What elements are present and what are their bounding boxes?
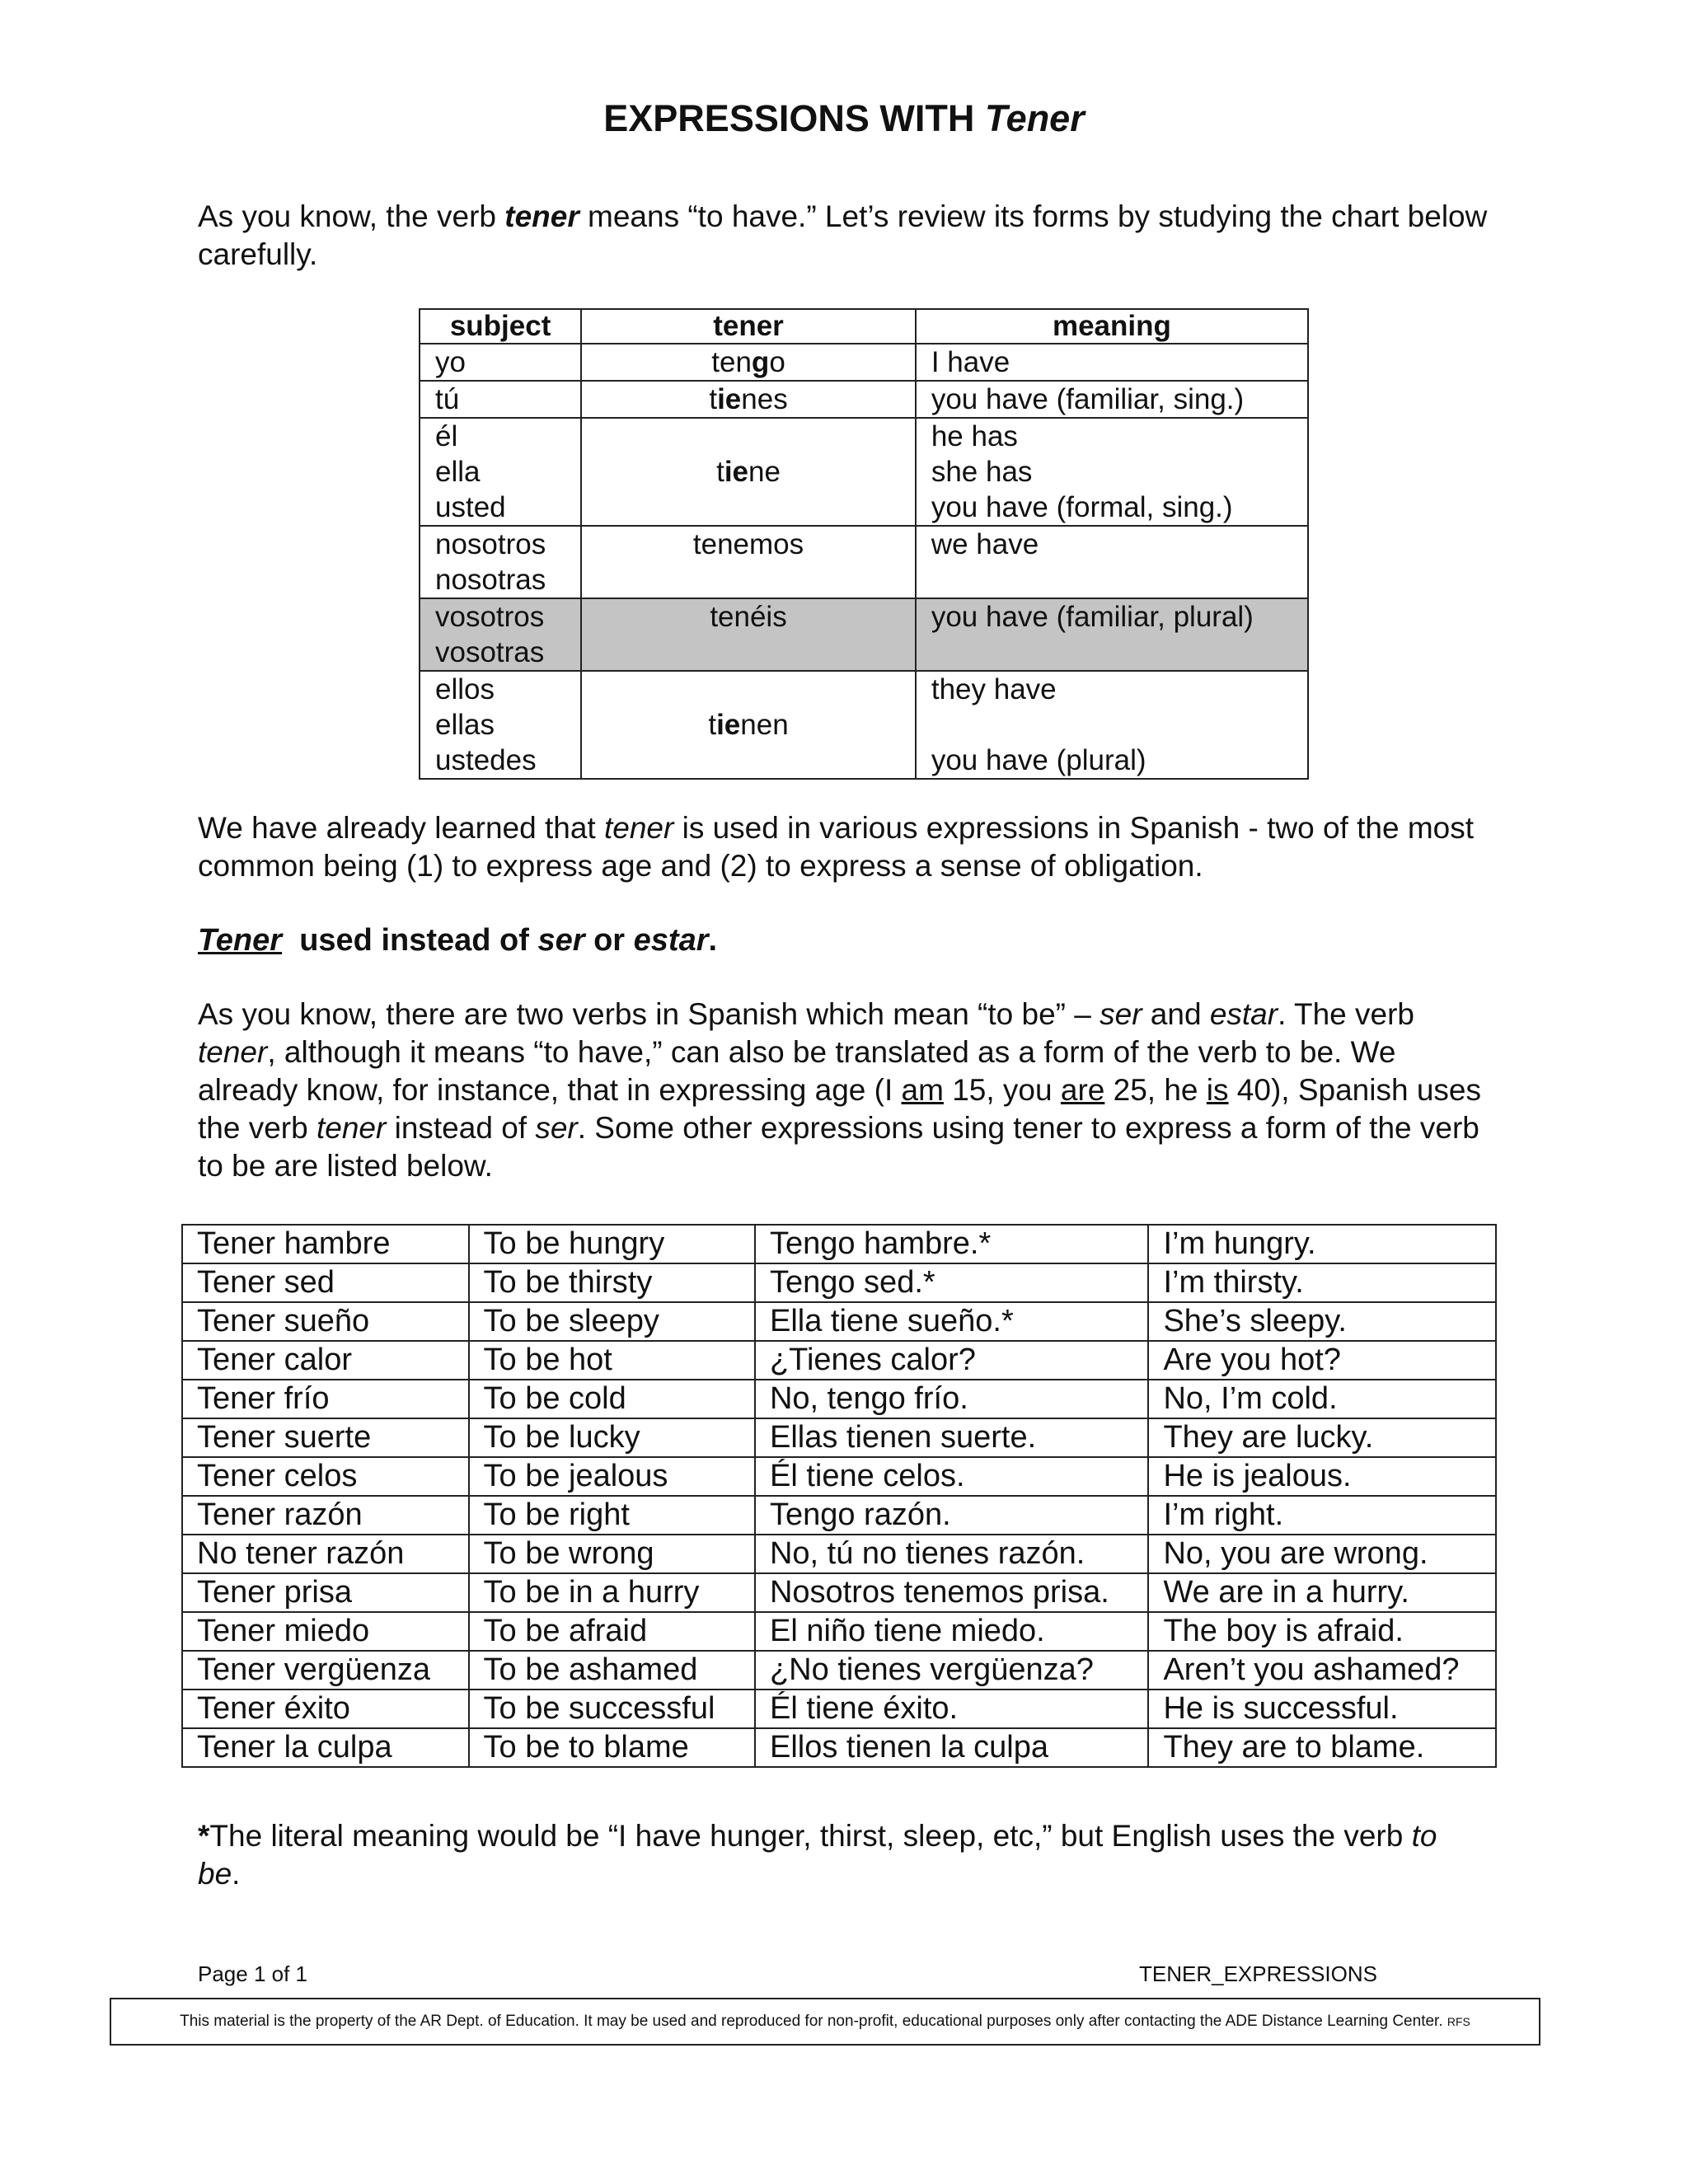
conjugation-row [420, 671, 1308, 779]
explanation-paragraph: As you know, there are two verbs in Spanish which mean “to be” – ser and estar. The verb tener, although it means “to have,” can also be translated as a form of the verb to be. We already know, for instance, that in expressing age (I am 15, you are 25, he is 40), Spanish uses the verb tener instead of ser. Some other expressions using tener to express a form of the verb to be are listed below. [198, 997, 1481, 1183]
subject-cell [420, 526, 581, 598]
verb-form-cell: tenéis [581, 598, 916, 671]
subject-pronoun: ellas [435, 709, 495, 741]
example-cell: Tengo hambre.* [755, 1225, 1148, 1263]
english-cell: To be cold [469, 1380, 755, 1418]
conjugation-row [420, 598, 1308, 671]
english-cell: To be afraid [469, 1612, 755, 1651]
verb-form-cell: tenemos [581, 526, 916, 598]
english-cell: To be sleepy [469, 1302, 755, 1341]
expression-cell: Tener miedo [182, 1612, 469, 1651]
translation-cell: I’m thirsty. [1148, 1263, 1496, 1302]
header-tener: tener [581, 309, 916, 344]
meaning-cell [916, 598, 1308, 671]
conjugation-row [420, 418, 1308, 526]
meaning-cell [916, 526, 1308, 598]
example-cell: El niño tiene miedo. [755, 1612, 1148, 1651]
example-cell: Él tiene éxito. [755, 1690, 1148, 1728]
meaning-text: they have [931, 673, 1057, 705]
expression-row [182, 1457, 1496, 1496]
footnote: *The literal meaning would be “I have hunger, thirst, sleep, etc,” but English uses the verb to be. [198, 1819, 1437, 1891]
subject-pronoun: usted [435, 491, 506, 523]
english-cell: To be hungry [469, 1225, 755, 1263]
subject-pronoun: yo [435, 346, 466, 378]
english-cell: To be thirsty [469, 1263, 755, 1302]
subject-cell [420, 344, 581, 381]
expression-row [182, 1302, 1496, 1341]
meaning-cell [916, 381, 1308, 418]
example-cell: Ella tiene sueño.* [755, 1302, 1148, 1341]
verb-form-cell: tiene [581, 418, 916, 526]
conjugation-header-row [420, 309, 1308, 344]
subject-pronoun: nosotros [435, 528, 546, 560]
expression-cell: Tener celos [182, 1457, 469, 1496]
subject-pronoun: vosotras [435, 636, 545, 668]
meaning-text: you have (familiar, plural) [931, 601, 1254, 633]
subject-cell [420, 418, 581, 526]
header-meaning: meaning [916, 309, 1308, 344]
subject-cell [420, 598, 581, 671]
meaning-cell [916, 344, 1308, 381]
expression-cell: Tener suerte [182, 1418, 469, 1457]
translation-cell: Aren’t you ashamed? [1148, 1651, 1496, 1690]
expression-cell: No tener razón [182, 1535, 469, 1573]
translation-cell: We are in a hurry. [1148, 1573, 1496, 1612]
example-cell: ¿Tienes calor? [755, 1341, 1148, 1380]
translation-cell: I’m right. [1148, 1496, 1496, 1535]
expression-row [182, 1728, 1496, 1767]
expression-cell: Tener razón [182, 1496, 469, 1535]
conjugation-row [420, 344, 1308, 381]
expression-row [182, 1380, 1496, 1418]
copyright-notice: This material is the property of the AR Dept. of Education. It may be used and reproduced for non-profit, educational purposes only after contacting the ADE Distance Learning Center. RFS [110, 1998, 1540, 2046]
meaning-text: I have [931, 346, 1010, 378]
expression-cell: Tener frío [182, 1380, 469, 1418]
expression-cell: Tener prisa [182, 1573, 469, 1612]
conjugation-body [420, 344, 1308, 779]
translation-cell: She’s sleepy. [1148, 1302, 1496, 1341]
english-cell: To be wrong [469, 1535, 755, 1573]
meaning-text: we have [931, 528, 1039, 560]
meaning-text: she has [931, 456, 1033, 488]
expression-cell: Tener sueño [182, 1302, 469, 1341]
conjugation-row [420, 381, 1308, 418]
expression-row [182, 1418, 1496, 1457]
conjugation-table [419, 308, 1309, 780]
english-cell: To be in a hurry [469, 1573, 755, 1612]
section-heading: Tener used instead of ser or estar. [198, 923, 718, 958]
expression-cell: Tener sed [182, 1263, 469, 1302]
translation-cell: Are you hot? [1148, 1341, 1496, 1380]
example-cell: No, tú no tienes razón. [755, 1535, 1148, 1573]
translation-cell: They are to blame. [1148, 1728, 1496, 1767]
english-cell: To be hot [469, 1341, 755, 1380]
expressions-table [181, 1224, 1497, 1768]
subject-pronoun: vosotros [435, 601, 545, 633]
expression-row [182, 1690, 1496, 1728]
translation-cell: The boy is afraid. [1148, 1612, 1496, 1651]
english-cell: To be lucky [469, 1418, 755, 1457]
page-title: EXPRESSIONS WITH Tener [603, 97, 1085, 139]
usage-paragraph: We have already learned that tener is used in various expressions in Spanish - two of the most common being (1) to express age and (2) to express a sense of obligation. [198, 811, 1475, 883]
conjugation-row [420, 526, 1308, 598]
expression-row [182, 1535, 1496, 1573]
expression-row [182, 1225, 1496, 1263]
subject-pronoun: ella [435, 456, 481, 488]
expression-row [182, 1651, 1496, 1690]
meaning-cell [916, 671, 1308, 779]
meaning-cell [916, 418, 1308, 526]
expressions-body [182, 1225, 1496, 1767]
expression-cell: Tener vergüenza [182, 1651, 469, 1690]
subject-pronoun: ellos [435, 673, 495, 705]
translation-cell: He is jealous. [1148, 1457, 1496, 1496]
translation-cell: They are lucky. [1148, 1418, 1496, 1457]
translation-cell: No, I’m cold. [1148, 1380, 1496, 1418]
english-cell: To be successful [469, 1690, 755, 1728]
intro-paragraph: As you know, the verb tener means “to have.” Let’s review its forms by studying the chart below carefully. [198, 199, 1488, 271]
expression-row [182, 1573, 1496, 1612]
subject-pronoun: él [435, 420, 458, 452]
expression-cell: Tener hambre [182, 1225, 469, 1263]
translation-cell: I’m hungry. [1148, 1225, 1496, 1263]
example-cell: Ellas tienen suerte. [755, 1418, 1148, 1457]
title-verb: Tener [984, 97, 1085, 139]
example-cell: Él tiene celos. [755, 1457, 1148, 1496]
expression-row [182, 1341, 1496, 1380]
expression-row [182, 1612, 1496, 1651]
english-cell: To be jealous [469, 1457, 755, 1496]
verb-form-cell: tengo [581, 344, 916, 381]
example-cell: Tengo sed.* [755, 1263, 1148, 1302]
translation-cell: He is successful. [1148, 1690, 1496, 1728]
example-cell: Nosotros tenemos prisa. [755, 1573, 1148, 1612]
page-number: Page 1 of 1 [198, 1961, 307, 1986]
meaning-text: he has [931, 420, 1018, 452]
subject-pronoun: ustedes [435, 744, 537, 776]
subject-cell [420, 671, 581, 779]
meaning-text: you have (familiar, sing.) [931, 383, 1245, 415]
subject-cell [420, 381, 581, 418]
verb-form-cell: tienes [581, 381, 916, 418]
subject-pronoun: tú [435, 383, 460, 415]
expression-row [182, 1263, 1496, 1302]
header-subject: subject [420, 309, 581, 344]
document-id: TENER_EXPRESSIONS [1139, 1961, 1377, 1986]
expression-cell: Tener la culpa [182, 1728, 469, 1767]
expression-row [182, 1496, 1496, 1535]
english-cell: To be right [469, 1496, 755, 1535]
subject-pronoun: nosotras [435, 564, 546, 596]
meaning-text: you have (plural) [931, 744, 1146, 776]
expression-cell: Tener éxito [182, 1690, 469, 1728]
expression-cell: Tener calor [182, 1341, 469, 1380]
example-cell: Tengo razón. [755, 1496, 1148, 1535]
english-cell: To be ashamed [469, 1651, 755, 1690]
translation-cell: No, you are wrong. [1148, 1535, 1496, 1573]
english-cell: To be to blame [469, 1728, 755, 1767]
verb-form-cell: tienen [581, 671, 916, 779]
meaning-text: you have (formal, sing.) [931, 491, 1233, 523]
example-cell: ¿No tienes vergüenza? [755, 1651, 1148, 1690]
example-cell: No, tengo frío. [755, 1380, 1148, 1418]
example-cell: Ellos tienen la culpa [755, 1728, 1148, 1767]
